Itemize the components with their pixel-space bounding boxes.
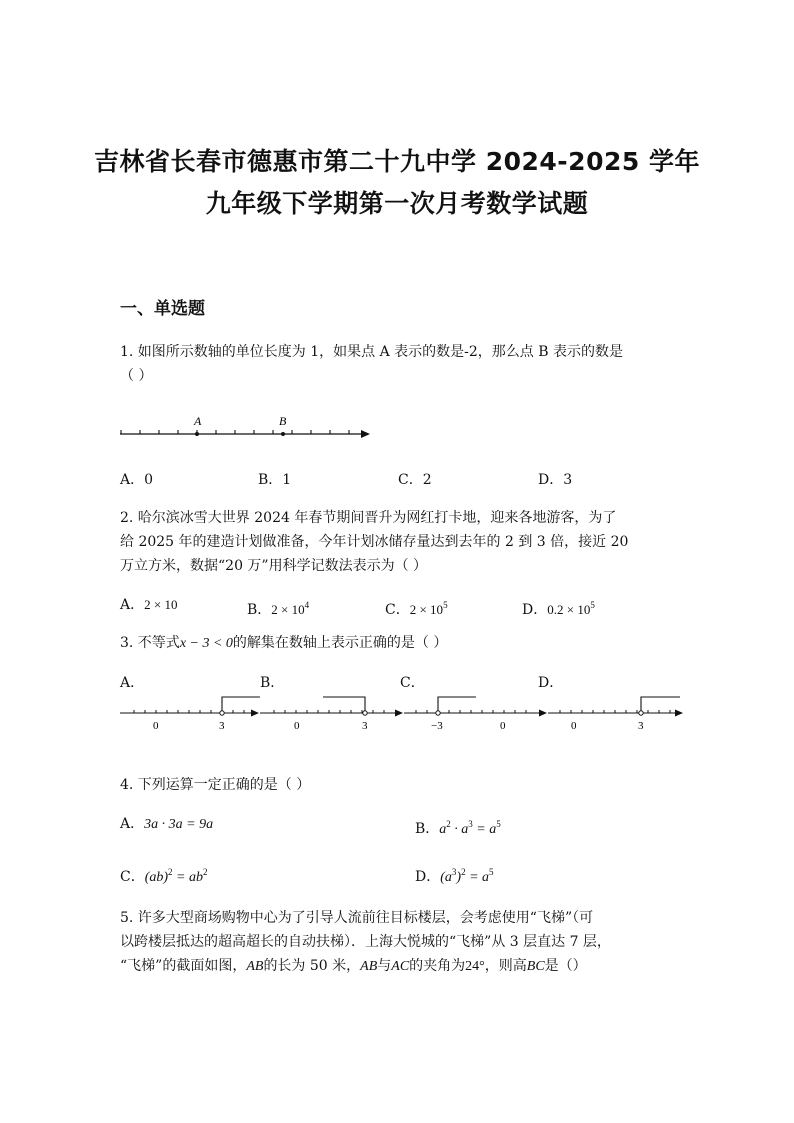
question-4-option-d[interactable]	[415, 862, 494, 888]
axis-c-label-neg3: −3	[431, 720, 443, 732]
segment-ac: AC	[391, 959, 410, 974]
number-line-b	[260, 697, 403, 732]
option-b-math: = a	[472, 822, 497, 837]
option-prefix: D．	[522, 602, 548, 618]
option-prefix: C．	[385, 602, 410, 618]
question-1-option-c[interactable]: C．2	[398, 472, 432, 488]
exponent: 2	[461, 867, 466, 877]
axis-b-label-0: 0	[294, 720, 300, 732]
exponent: 3	[468, 819, 473, 829]
question-3-option-c[interactable]: C．	[400, 675, 425, 691]
question-2-option-c[interactable]	[385, 595, 448, 620]
option-c-math: (ab)	[144, 870, 169, 885]
exponent: 2	[203, 867, 208, 877]
question-4-option-b[interactable]	[415, 814, 501, 840]
option-b-exponent: 4	[304, 600, 310, 610]
text-segment: 与	[377, 958, 392, 974]
question-2-text-line1: 2. 哈尔滨冰雪大世界 2024 年春节期间晋升为网红打卡地，迎来各地游客，为了	[120, 510, 617, 526]
text-segment: 是（）	[544, 958, 587, 974]
question-1-option-b[interactable]: B．1	[258, 472, 292, 488]
question-5-line2: 以跨楼层抵达的超高超长的自动扶梯）．上海大悦城的“飞梯”从 3 层直达 7 层，	[120, 934, 611, 950]
point-b	[281, 432, 285, 436]
question-3-number-lines	[118, 690, 688, 738]
question-3-option-b[interactable]: B．	[260, 675, 285, 691]
question-1-number-line	[118, 410, 374, 446]
option-b-math: a	[439, 822, 447, 837]
question-4-text: 4. 下列运算一定正确的是（ ）	[120, 777, 311, 793]
axis-d-label-3: 3	[638, 720, 644, 732]
question-4-option-a[interactable]	[120, 814, 213, 835]
option-d-exponent: 5	[590, 600, 595, 610]
question-3-inequality: x − 3 < 0	[179, 636, 233, 651]
question-2-option-d[interactable]	[522, 595, 595, 620]
text-segment: ，则高	[484, 958, 527, 974]
page-title-line2: 九年级下学期第一次月考数学试题	[205, 189, 589, 218]
option-prefix: A．	[120, 816, 145, 832]
exponent: 2	[168, 867, 173, 877]
question-1-text: 1. 如图所示数轴的单位长度为 1，如果点 A 表示的数是-2，那么点 B 表示的数是	[120, 344, 624, 360]
question-1-bracket: （ ）	[120, 368, 153, 384]
option-d-math: (a	[440, 870, 452, 885]
option-prefix: B．	[247, 602, 272, 618]
question-1-option-a[interactable]: A．0	[120, 472, 154, 488]
question-2-option-b[interactable]	[247, 595, 309, 620]
segment-ab: AB	[246, 959, 264, 974]
segment-bc: BC	[526, 959, 545, 974]
exponent: 2	[446, 819, 451, 829]
text-segment: 的夹角为	[409, 958, 466, 974]
option-c-exponent: 5	[443, 600, 448, 610]
segment-ab: AB	[360, 959, 378, 974]
exponent: 5	[496, 819, 501, 829]
axis-a-label-0: 0	[153, 720, 159, 732]
number-line-a	[120, 697, 260, 732]
question-5-line1: 5. 许多大型商场购物中心为了引导人流前往目标楼层，会考虑使用“飞梯”（可	[120, 910, 594, 926]
option-d-math: = a	[465, 870, 490, 885]
axis-b-label-3: 3	[362, 720, 368, 732]
option-b-math: 2 × 10	[271, 602, 305, 617]
option-a-math: 2 × 10	[144, 597, 178, 612]
question-5-line3	[120, 956, 587, 977]
option-c-math: 2 × 10	[409, 602, 444, 617]
question-4-option-c[interactable]	[120, 862, 208, 888]
option-a-math: 3a · 3a = 9a	[144, 817, 214, 832]
question-1-option-d[interactable]: D．3	[538, 472, 573, 488]
question-3-option-a[interactable]: A．	[120, 675, 145, 691]
question-3-text-post: 的解集在数轴上表示正确的是（ ）	[232, 635, 448, 651]
text-segment: “飞梯”的截面如图，	[120, 958, 247, 974]
question-2-text-line2: 给 2025 年的建造计划做准备，今年计划冰储存量达到去年的 2 到 3 倍，接近 20	[120, 534, 629, 550]
page-title-line1: 吉林省长春市德惠市第二十九中学 2024-2025 学年	[94, 147, 700, 176]
option-prefix: C．	[120, 869, 145, 885]
axis-c-label-0: 0	[500, 720, 506, 732]
number-line-d	[548, 697, 683, 732]
point-a-label: A	[194, 414, 202, 428]
angle-value: 24°	[465, 959, 485, 974]
option-prefix: B．	[415, 821, 440, 837]
question-3-option-d[interactable]: D．	[538, 675, 564, 691]
option-b-math: · a	[450, 822, 469, 837]
text-segment: 的长为 50 米，	[263, 958, 361, 974]
option-prefix: A．	[120, 597, 145, 613]
question-3-text-pre: 3. 不等式	[120, 635, 180, 651]
option-prefix: D．	[415, 869, 441, 885]
option-c-math: = ab	[172, 870, 203, 885]
point-b-label: B	[279, 414, 287, 428]
question-2-text-line3: 万立方米，数据“20 万”用科学记数法表示为（ ）	[120, 558, 428, 574]
axis-a-label-3: 3	[219, 720, 225, 732]
option-d-math: )	[456, 870, 462, 885]
point-a	[195, 432, 199, 436]
axis-d-label-0: 0	[571, 720, 577, 732]
section-heading: 一、单选题	[120, 299, 205, 319]
question-3-text	[120, 633, 447, 654]
question-2-option-a[interactable]	[120, 595, 177, 615]
exponent: 5	[489, 867, 494, 877]
option-d-math: 0.2 × 10	[547, 602, 591, 617]
exponent: 3	[451, 867, 457, 877]
number-line-c	[404, 697, 547, 732]
